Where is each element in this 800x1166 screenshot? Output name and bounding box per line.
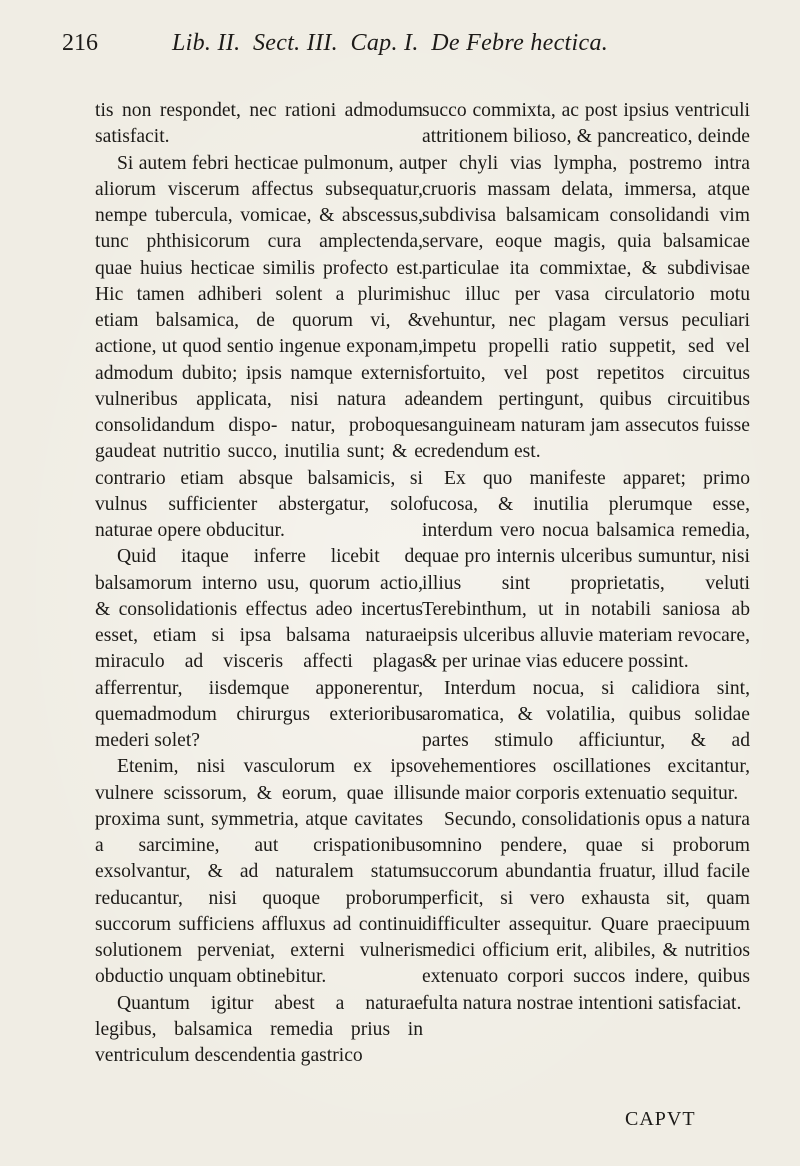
paragraph: Interdum nocua, si calidiora sint, aromatica, & volatilia, quibus solidae partes stimulo afficiuntur, & ad vehementiores oscillationes excitantur, unde maior corporis extenuatio sequitur.: [422, 677, 750, 804]
paragraph: Secundo, consolidationis opus a natura omnino pendere, quae si proborum succorum abundantia fruatur, illud facile perficit, si vero exhausta sit, quam difficulter assequitur. Quare praecipuum medici officium erit, alibiles, & nutritios extenuato corpori succos indere, quibus fulta natura nostrae intentioni satisfaciat.: [422, 808, 750, 1014]
paragraph: Etenim, nisi vasculorum ex ipso vulnere scissorum, & eorum, quae illis proxima sunt, symmetria, atque cavitates a sarcimine, aut crispationibus exsolvantur, & ad naturalem statum reducantur, nisi quoque proborum succorum sufficiens affluxus ad continui solutionem perveniat, externi vulneris obductio unquam obtinebitur.: [95, 756, 423, 988]
paragraph: Ex quo manifeste apparet; primo fucosa, & inutilia plerumque esse, interdum vero nocua balsamica remedia, quae pro internis ulceribus sumuntur, nisi illius sint proprietatis, veluti Terebinthum, ut in notabili saniosa ab ipsis ulceribus alluvie materiam revocare, & per urinae vias educere possint.: [422, 467, 750, 673]
paragraph: Quantum igitur abest a naturae legibus, balsamica remedia prius in ventriculum descendentia gastrico: [95, 992, 423, 1066]
right-text-column: [422, 98, 750, 1017]
page-number: 216: [62, 30, 98, 56]
paragraph: Si autem febri hecticae pulmonum, aut aliorum viscerum affectus subsequatur, nempe tubercula, vomicae, & abscessus, tunc phthisicorum cura amplectenda, quae huius hecticae similis profecto est. Hic tamen adhiberi solent a plurimis etiam balsamica, de quorum vi, & actione, ut quod sentio ingenue exponam, admodum dubito; ipsis namque externis vulneribus applicata, nisi natura ad consolidandum dispo- natur, proboque gaudeat nutritio succo, inutilia sunt; & e contrario etiam absque balsamicis, si vulnus sufficienter abstergatur, solo naturae opere obducitur.: [95, 152, 423, 541]
left-text-column: [95, 98, 423, 1069]
paragraph: tis non respondet, nec rationi admodum satisfacit.: [95, 100, 423, 148]
paragraph: Quid itaque inferre licebit de balsamorum interno usu, quorum actio, & consolidationis effectus adeo incertus esset, etiam si ipsa balsama naturae miraculo ad visceris affecti plagas afferrentur, iisdemque apponerentur, quemadmodum chirurgus exterioribus mederi solet?: [95, 546, 423, 751]
catchword: CAPVT: [625, 1108, 696, 1130]
paragraph: succo commixta, ac post ipsius ventriculi attritionem bilioso, & pancreatico, deinde per chyli vias lympha, postremo intra cruoris massam delata, immersa, atque subdivisa balsamicam consolidandi vim servare, eoque magis, quia balsamicae particulae ita commixtae, & subdivisae huc illuc per vasa circulatorio motu vehuntur, nec plagam versus peculiari impetu propelli ratio suppetit, sed vel fortuito, vel post repetitos circuitus eandem pertingunt, quibus circuitibus sanguineam naturam jam assecutos fuisse credendum est.: [422, 100, 750, 463]
running-head: [62, 28, 742, 64]
running-title: Lib. II. Sect. III. Cap. I. De Febre hectica.: [172, 30, 609, 56]
